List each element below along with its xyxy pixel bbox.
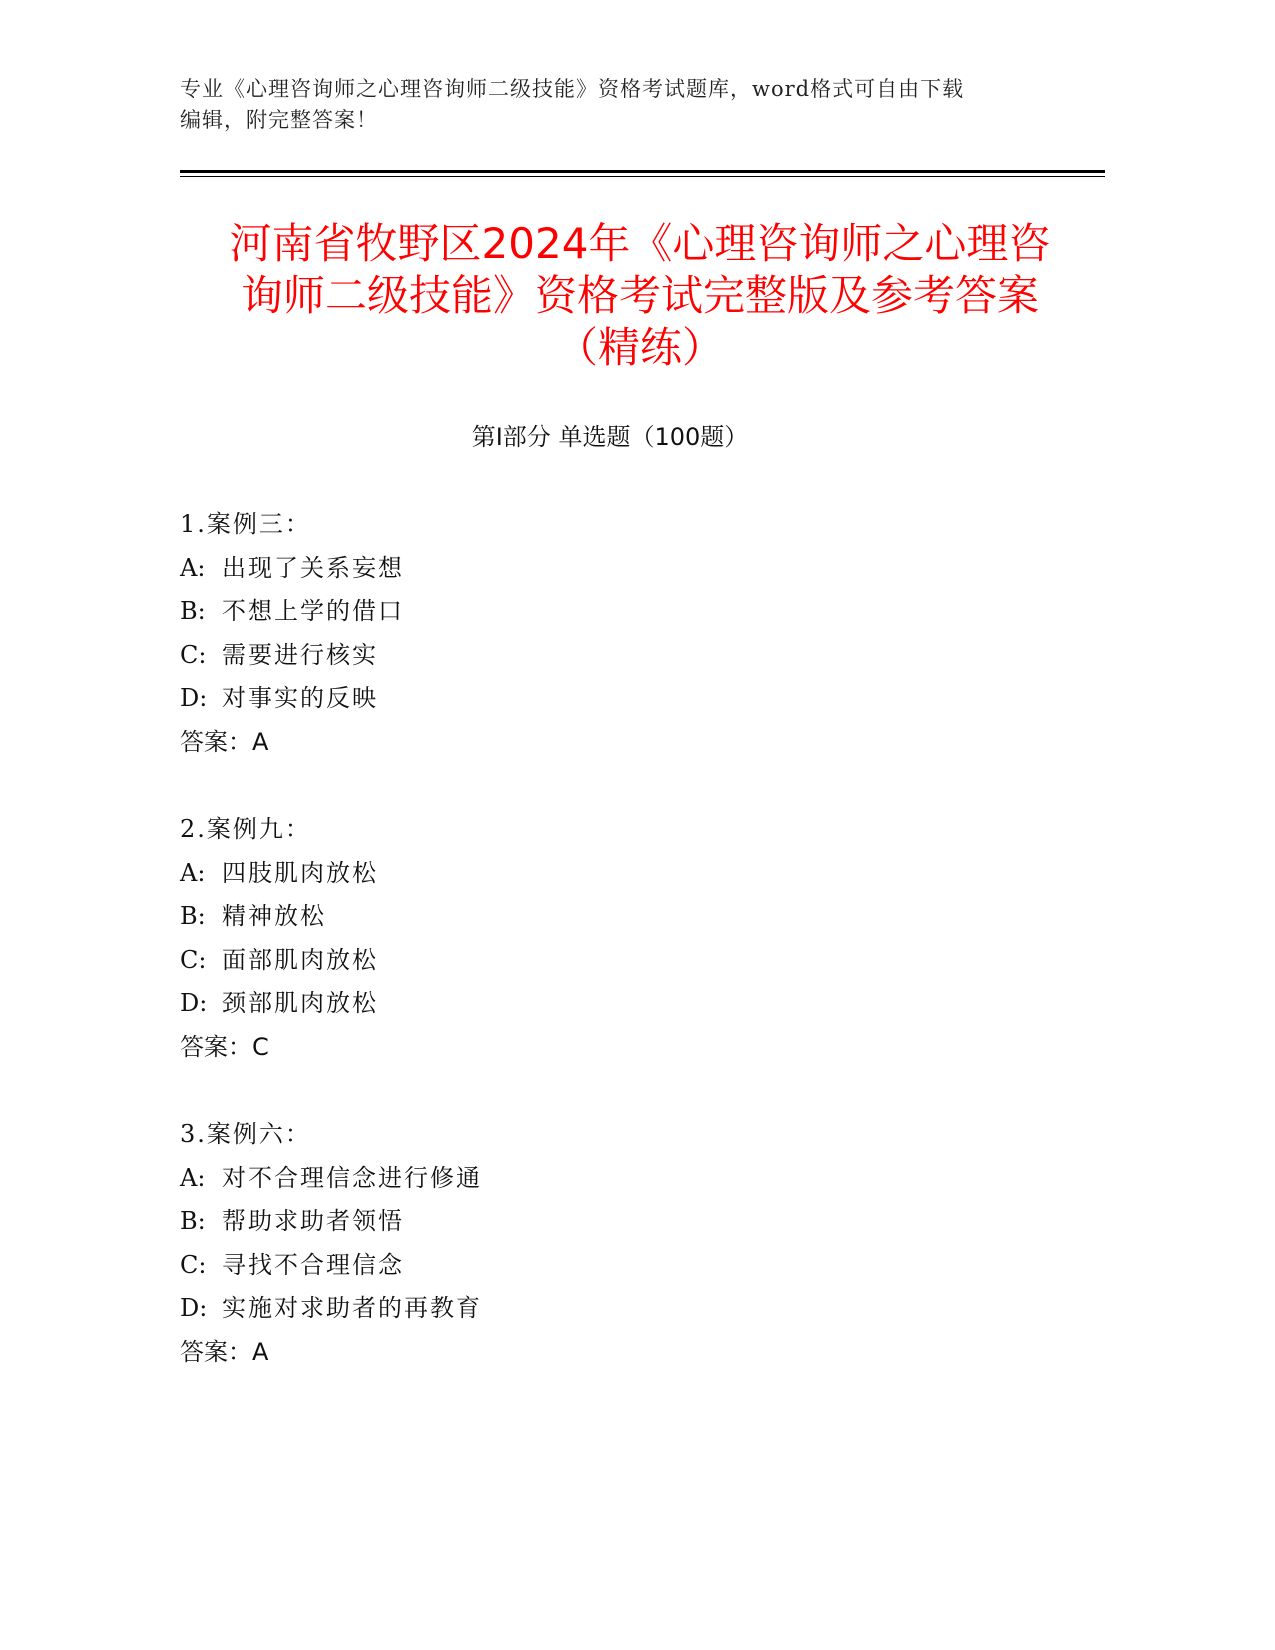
option-d: [180, 982, 1080, 1026]
option-text: 出现了关系妄想: [222, 553, 404, 582]
option-b: [180, 895, 1080, 939]
option-letter: D:: [180, 989, 208, 1017]
option-letter: A:: [180, 553, 206, 582]
header-divider-thick: [180, 170, 1105, 173]
option-letter: A:: [180, 858, 206, 887]
question-stem: 2.案例九：: [180, 815, 311, 843]
option-text: 实施对求助者的再教育: [222, 1294, 482, 1322]
option-letter: C:: [180, 945, 207, 974]
option-letter: C:: [180, 1250, 207, 1279]
option-d: [180, 677, 1080, 721]
section-heading: 第Ⅰ部分 单选题（100题）: [471, 423, 749, 451]
option-text: 寻找不合理信念: [222, 1250, 404, 1279]
option-letter: A:: [180, 1163, 206, 1192]
question-stem: 1.案例三：: [180, 510, 311, 538]
answer-line: 答案：C: [180, 1032, 269, 1061]
option-a: [180, 1157, 1080, 1201]
option-letter: D:: [180, 1294, 208, 1322]
option-text: 需要进行核实: [222, 640, 378, 669]
option-text: 对事实的反映: [222, 684, 378, 712]
option-text: 精神放松: [222, 902, 326, 930]
title-line-1: 河南省牧野区2024年《心理咨询师之心理咨: [229, 219, 1051, 268]
header-note-line-1: 专业《心理咨询师之心理咨询师二级技能》资格考试题库，word格式可自由下载: [180, 77, 965, 101]
answer-line: 答案：A: [180, 727, 269, 756]
option-letter: B:: [180, 1207, 206, 1235]
option-letter: B:: [180, 902, 206, 930]
question-1: [180, 503, 1080, 764]
option-a: [180, 547, 1080, 591]
option-letter: B:: [180, 597, 206, 625]
option-text: 颈部肌肉放松: [222, 989, 378, 1017]
question-3: [180, 1113, 1080, 1374]
header-divider-thin: [180, 176, 1105, 177]
option-a: [180, 852, 1080, 896]
option-c: [180, 939, 1080, 983]
question-stem: 3.案例六：: [180, 1120, 311, 1148]
header-note-line-2: 编辑，附完整答案！: [180, 108, 378, 132]
option-c: [180, 1244, 1080, 1288]
option-letter: D:: [180, 684, 208, 712]
option-d: [180, 1287, 1080, 1331]
option-c: [180, 634, 1080, 678]
document-header-note: [180, 74, 1060, 136]
option-b: [180, 590, 1080, 634]
answer-line: 答案：A: [180, 1337, 269, 1366]
option-text: 对不合理信念进行修通: [222, 1163, 482, 1192]
title-line-2: 询师二级技能》资格考试完整版及参考答案: [240, 271, 1039, 320]
option-text: 四肢肌肉放松: [222, 858, 378, 887]
option-letter: C:: [180, 640, 207, 669]
document-title: [160, 218, 1120, 374]
option-text: 不想上学的借口: [222, 597, 404, 625]
title-line-3: （精练）: [555, 323, 724, 372]
option-b: [180, 1200, 1080, 1244]
question-2: [180, 808, 1080, 1069]
option-text: 面部肌肉放松: [222, 945, 378, 974]
option-text: 帮助求助者领悟: [222, 1207, 404, 1235]
